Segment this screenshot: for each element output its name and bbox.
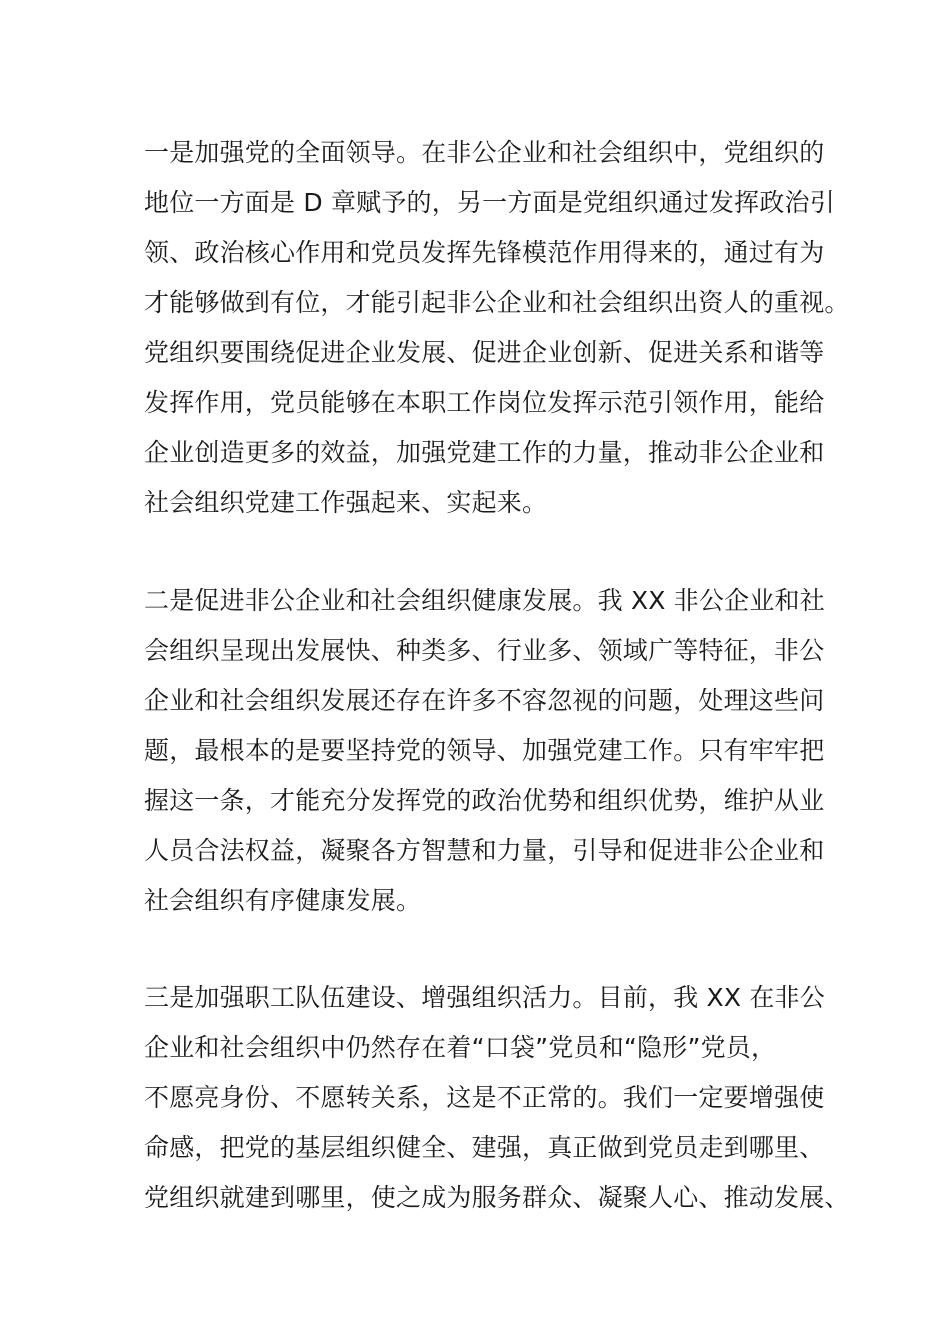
text-line: 企业和社会组织中仍然存在着“口袋”党员和“隐形”党员， bbox=[144, 1033, 777, 1062]
text-line: 一是加强党的全面领导。在非公企业和社会组织中，党组织的 bbox=[144, 138, 825, 167]
text-line: 地位一方面是 D 章赋予的，另一方面是党组织通过发挥政治引 bbox=[144, 188, 835, 217]
text-line: 三是加强职工队伍建设、增强组织活力。目前，我 XX 在非公 bbox=[144, 983, 825, 1012]
text-line: 握这一条，才能充分发挥党的政治优势和组织优势，维护从业 bbox=[144, 786, 825, 815]
text-line: 领、政治核心作用和党员发挥先锋模范作用得来的，通过有为 bbox=[144, 238, 825, 267]
text-line: 二是促进非公企业和社会组织健康发展。我 XX 非公企业和社 bbox=[144, 586, 825, 615]
text-line: 企业创造更多的效益，加强党建工作的力量，推动非公企业和 bbox=[144, 438, 825, 467]
text-line: 不愿亮身份、不愿转关系，这是不正常的。我们一定要增强使 bbox=[144, 1083, 825, 1112]
text-line: 发挥作用，党员能够在本职工作岗位发挥示范引领作用，能给 bbox=[144, 388, 825, 417]
text-line: 党组织要围绕促进企业发展、促进企业创新、促进关系和谐等 bbox=[144, 338, 825, 367]
text-line: 社会组织有序健康发展。 bbox=[144, 886, 422, 915]
paragraph-3 bbox=[144, 973, 850, 1223]
paragraph-2 bbox=[144, 576, 834, 926]
text-line: 命感，把党的基层组织健全、建强，真正做到党员走到哪里、 bbox=[144, 1133, 825, 1162]
text-line: 人员合法权益，凝聚各方智慧和力量，引导和促进非公企业和 bbox=[144, 836, 825, 865]
paragraph-1 bbox=[144, 128, 850, 528]
text-line: 题，最根本的是要坚持党的领导、加强党建工作。只有牢牢把 bbox=[144, 736, 825, 765]
text-line: 才能够做到有位，才能引起非公企业和社会组织出资人的重视。 bbox=[144, 288, 850, 317]
text-line: 企业和社会组织发展还存在许多不容忽视的问题，处理这些问 bbox=[144, 686, 825, 715]
text-line: 党组织就建到哪里，使之成为服务群众、凝聚人心、推动发展、 bbox=[144, 1183, 850, 1212]
text-line: 会组织呈现出发展快、种类多、行业多、领域广等特征，非公 bbox=[144, 636, 825, 665]
text-line: 社会组织党建工作强起来、实起来。 bbox=[144, 488, 548, 517]
